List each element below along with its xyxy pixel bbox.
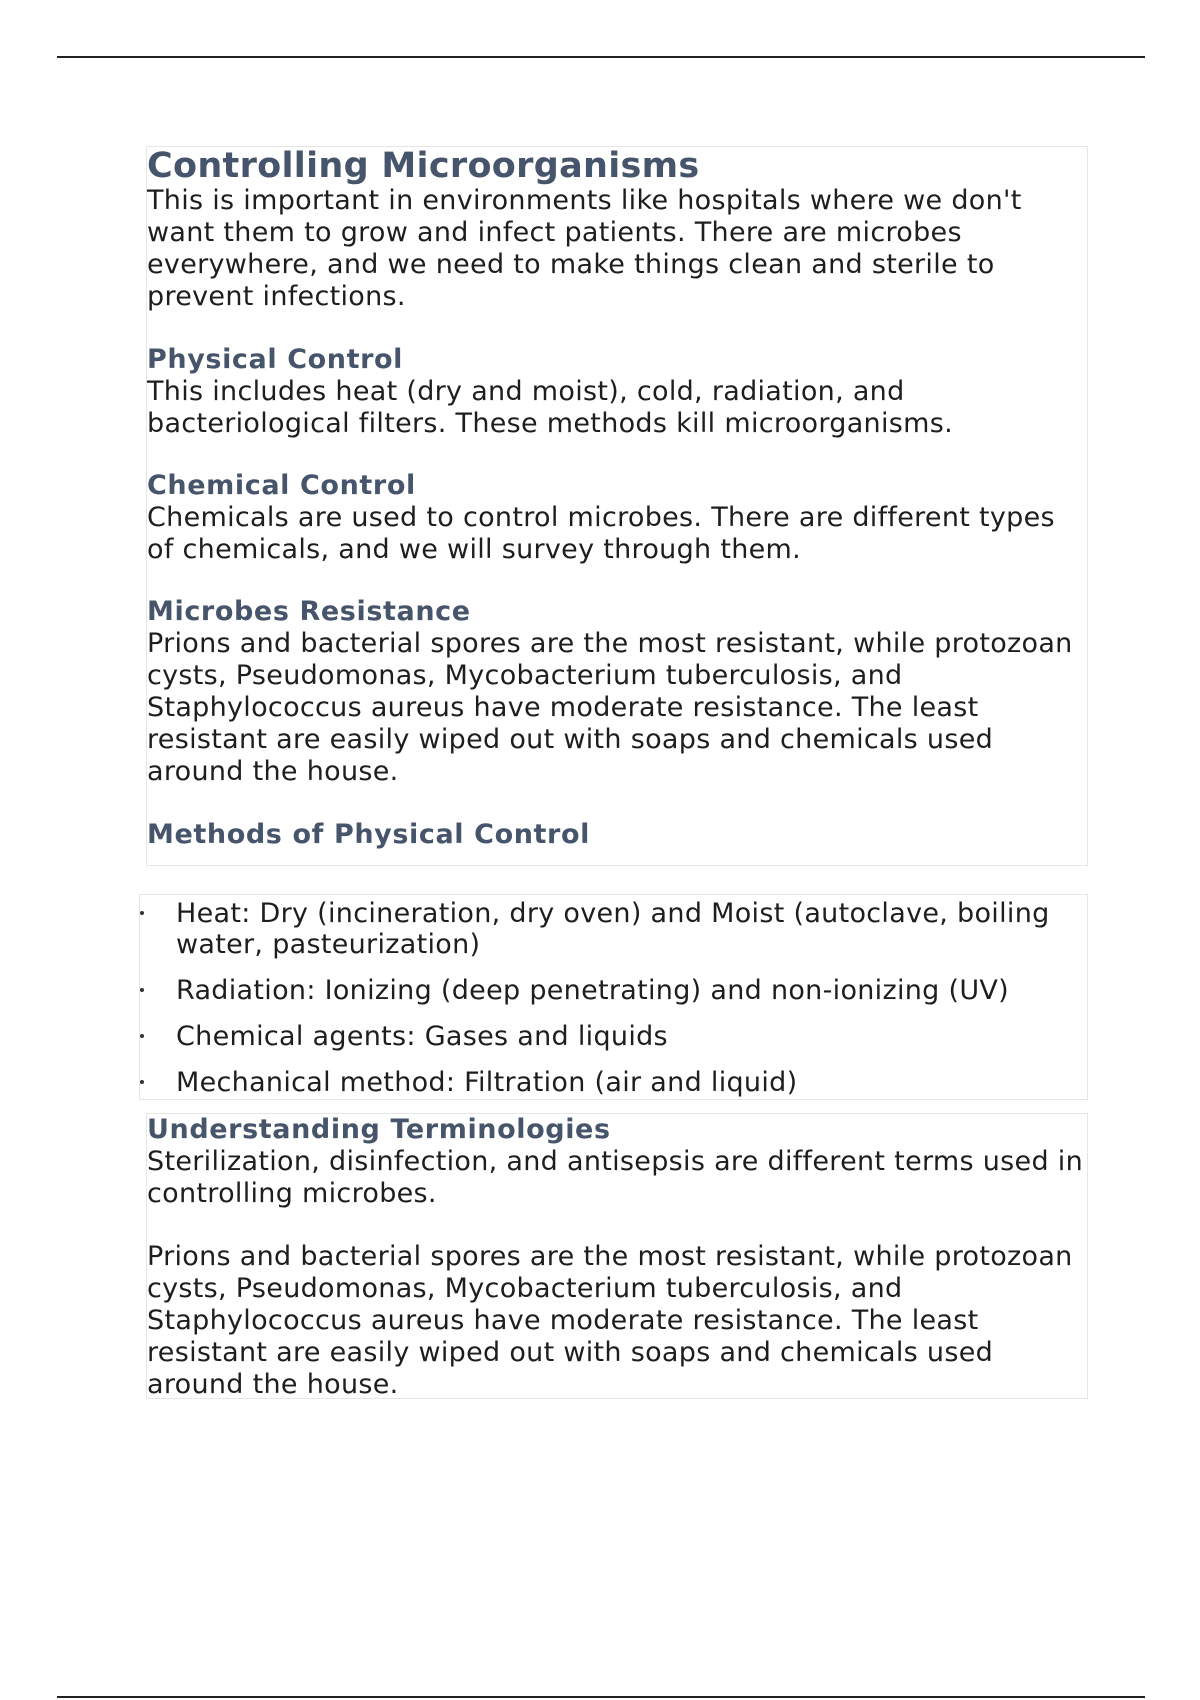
intro-section — [146, 146, 1088, 866]
terminology-resistance-text: Prions and bacterial spores are the most resistant, while protozoan cysts, Pseudomonas, Mycobacterium tuberculosis, and Staphylococcus aureus have moderate resistance. The least resistant are easily wiped out with soaps and chemicals used around the house. — [147, 1241, 1073, 1400]
footer-rule — [57, 1696, 1145, 1698]
physical-control-text: This includes heat (dry and moist), cold, radiation, and bacteriological filters. These methods kill microorganisms. — [147, 376, 953, 439]
list-item — [140, 898, 1087, 960]
list-item — [140, 975, 1087, 1006]
methods-heading: Methods of Physical Control — [147, 819, 590, 850]
chemical-control-text: Chemicals are used to control microbes. There are different types of chemicals, and we will survey through them. — [147, 502, 1055, 565]
terminology-text: Sterilization, disinfection, and antisepsis are different terms used in controlling microbes. — [147, 1146, 1083, 1209]
bullet-icon — [140, 1034, 144, 1038]
microbes-resistance-heading: Microbes Resistance — [147, 596, 471, 627]
bullet-icon — [140, 1080, 144, 1084]
list-item-text: Chemical agents: Gases and liquids — [176, 1021, 668, 1052]
terminology-section — [146, 1113, 1088, 1399]
list-item-text: Radiation: Ionizing (deep penetrating) and non-ionizing (UV) — [176, 975, 1009, 1006]
terminology-heading: Understanding Terminologies — [147, 1114, 611, 1145]
bullet-icon — [140, 911, 144, 915]
list-item — [140, 1067, 1087, 1098]
microbes-resistance-text: Prions and bacterial spores are the most resistant, while protozoan cysts, Pseudomonas, Mycobacterium tuberculosis, and Staphylococcus aureus have moderate resistance. The least resistant are easily wiped out with soaps and chemicals used around the house. — [147, 628, 1073, 787]
physical-control-heading: Physical Control — [147, 344, 404, 375]
methods-list — [140, 895, 1087, 1098]
chemical-control-heading: Chemical Control — [147, 470, 416, 501]
list-item-text: Mechanical method: Filtration (air and liquid) — [176, 1067, 798, 1098]
methods-list-section — [139, 894, 1088, 1100]
list-item — [140, 1021, 1087, 1052]
intro-paragraph: This is important in environments like hospitals where we don't want them to grow and infect patients. There are microbes everywhere, and we need to make things clean and sterile to prevent infections. — [147, 185, 1022, 312]
page-title: Controlling Microorganisms — [147, 146, 700, 186]
header-rule — [57, 56, 1145, 58]
bullet-icon — [140, 988, 144, 992]
list-item-text: Heat: Dry (incineration, dry oven) and Moist (autoclave, boiling water, pasteurization) — [176, 898, 1050, 960]
